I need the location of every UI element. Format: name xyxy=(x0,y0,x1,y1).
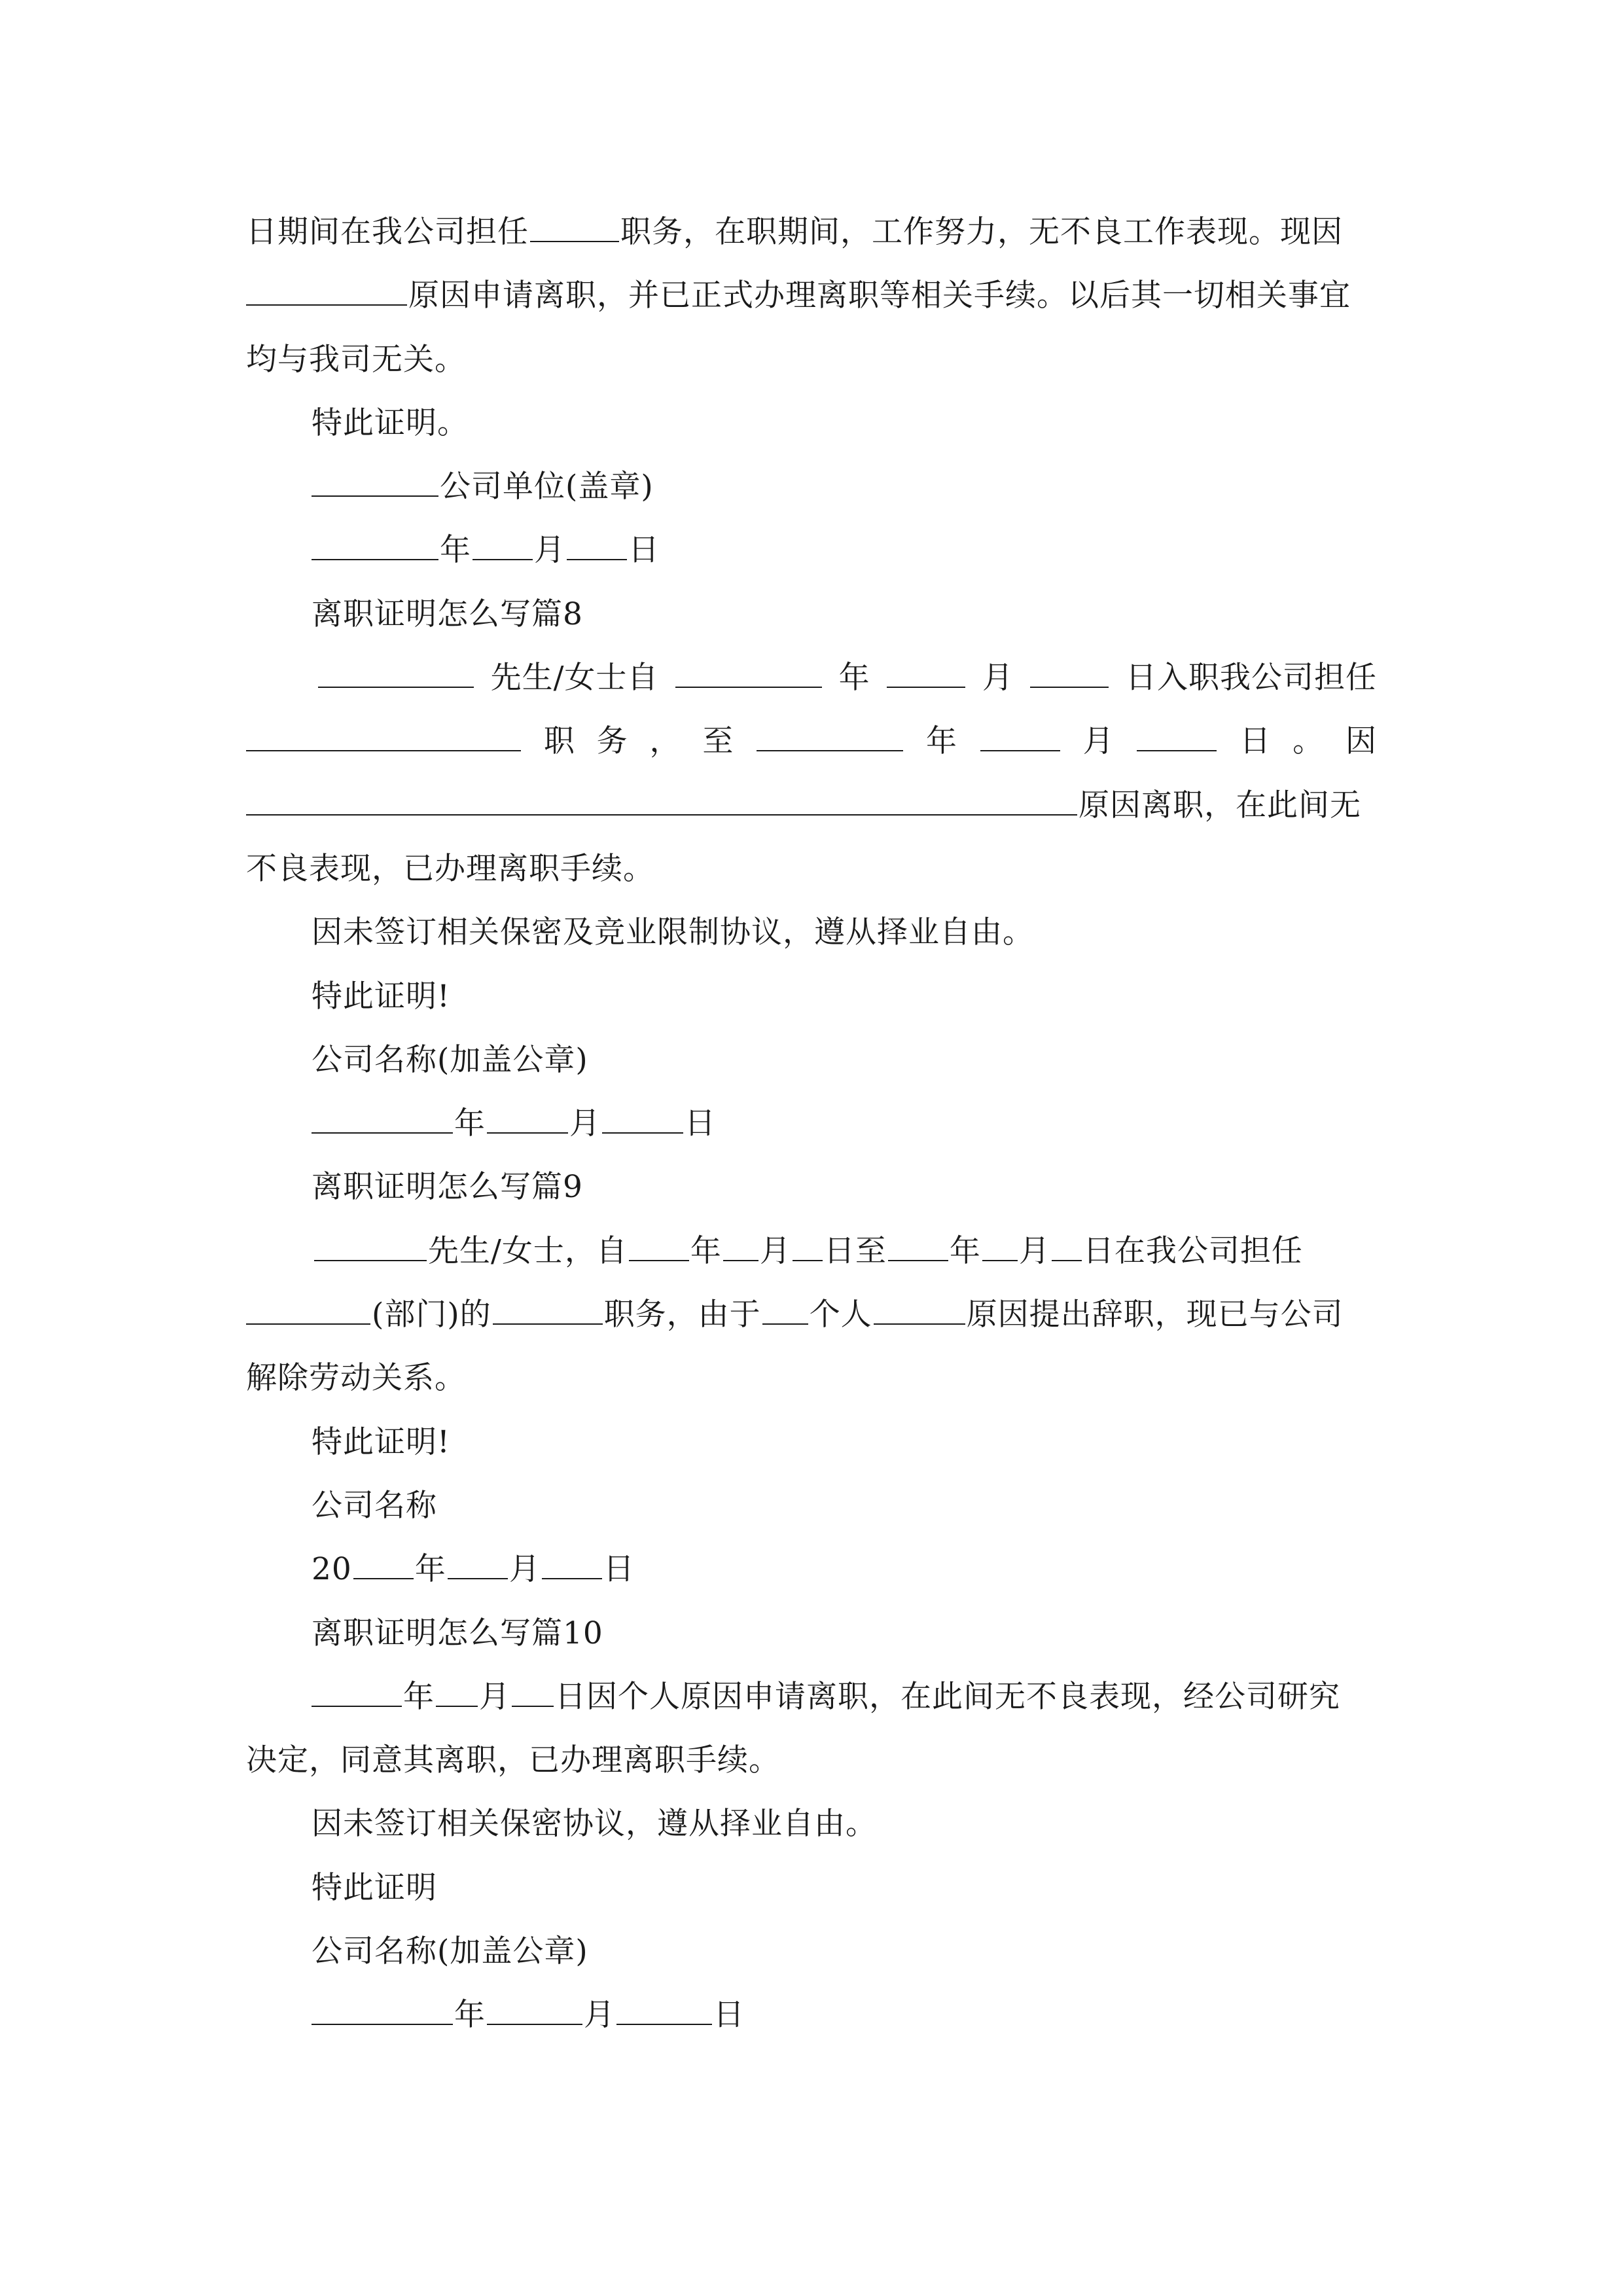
text: 公司名称(加盖公章) xyxy=(312,1041,588,1078)
blank-underline xyxy=(874,1323,965,1325)
blank-underline xyxy=(246,1323,370,1325)
paragraph-line xyxy=(246,1856,1377,1920)
paragraph-line xyxy=(246,328,1377,391)
signature-line xyxy=(246,455,1377,518)
blank-underline xyxy=(980,750,1060,751)
blank-underline xyxy=(602,1132,683,1134)
blank-underline xyxy=(318,687,474,688)
paragraph-line xyxy=(246,264,1377,327)
text: 因 xyxy=(1345,723,1377,760)
date-line xyxy=(246,1537,1377,1601)
blank-underline xyxy=(629,1260,689,1261)
blank-underline xyxy=(493,1323,603,1325)
text: 年 xyxy=(949,1232,981,1269)
text: ， xyxy=(649,723,681,760)
text: 特此证明! xyxy=(312,978,450,1014)
text: 均与我司无关。 xyxy=(246,341,466,378)
text: 月 xyxy=(479,1678,510,1715)
text: 公司名称(加盖公章) xyxy=(312,1933,588,1970)
paragraph-line xyxy=(246,1410,1377,1474)
blank-underline xyxy=(312,559,438,560)
text: 日因个人原因申请离职，在此间无不良表现，经公司研究 xyxy=(555,1678,1340,1715)
text: 年 xyxy=(925,723,957,760)
date-line xyxy=(246,518,1377,582)
blank-underline xyxy=(436,1706,478,1707)
text: 年 xyxy=(414,1551,446,1588)
section-heading xyxy=(246,1602,1377,1665)
text: 年 xyxy=(454,1997,486,2034)
signature-line xyxy=(246,1920,1377,1983)
text: (部门)的 xyxy=(372,1297,491,1333)
text: 公司单位(盖章) xyxy=(440,469,654,505)
text: 职 xyxy=(543,723,575,760)
text: 不良表现，已办理离职手续。 xyxy=(246,850,654,887)
paragraph-line xyxy=(246,1729,1377,1792)
blank-underline xyxy=(757,750,903,751)
text: 日入职我公司担任 xyxy=(1126,660,1377,696)
text: 月 xyxy=(1018,1232,1050,1269)
paragraph-line xyxy=(246,774,1377,837)
text: 日 xyxy=(1240,723,1272,760)
blank-underline xyxy=(675,687,822,688)
text: 月 xyxy=(982,660,1014,696)
text: 原因离职，在此间无 xyxy=(1079,787,1361,823)
blank-underline xyxy=(1030,687,1109,688)
blank-underline xyxy=(312,2024,453,2025)
text: 月 xyxy=(1082,723,1115,760)
text: 日至 xyxy=(823,1232,887,1269)
section-heading xyxy=(246,1155,1377,1219)
blank-underline xyxy=(312,1706,402,1707)
blank-underline xyxy=(1137,750,1217,751)
blank-underline xyxy=(246,304,407,306)
text: 特此证明。 xyxy=(312,404,469,441)
text: 公司名称 xyxy=(312,1487,437,1524)
paragraph-line xyxy=(246,391,1377,455)
blank-underline xyxy=(448,1578,508,1579)
blank-underline xyxy=(530,241,619,242)
text: 20 xyxy=(312,1551,352,1588)
text: 离职证明怎么写篇10 xyxy=(312,1615,603,1651)
section-heading xyxy=(246,583,1377,646)
text: 离职证明怎么写篇8 xyxy=(312,596,583,632)
text: 务 xyxy=(596,723,628,760)
text: 先生/女士自 xyxy=(490,660,659,696)
text: 特此证明 xyxy=(312,1869,437,1906)
blank-underline xyxy=(793,1260,823,1261)
text: 年 xyxy=(454,1105,486,1142)
paragraph-line xyxy=(246,646,1377,709)
blank-underline xyxy=(888,1260,948,1261)
text: 决定，同意其离职，已办理离职手续。 xyxy=(246,1742,780,1779)
text: 个人 xyxy=(809,1297,872,1333)
paragraph-line xyxy=(246,709,1377,773)
paragraph-line xyxy=(246,1283,1377,1346)
blank-underline xyxy=(312,1132,453,1134)
text: 日 xyxy=(685,1105,716,1142)
blank-underline xyxy=(723,1260,758,1261)
blank-underline xyxy=(512,1706,554,1707)
paragraph-line xyxy=(246,901,1377,964)
blank-underline xyxy=(982,1260,1018,1261)
text: 日 xyxy=(603,1551,635,1588)
text: 月 xyxy=(759,1232,791,1269)
blank-underline xyxy=(487,1132,568,1134)
text: 月 xyxy=(508,1551,541,1588)
blank-underline xyxy=(616,2024,712,2025)
paragraph-line xyxy=(246,1792,1377,1856)
paragraph-line xyxy=(246,1346,1377,1410)
text: 日 xyxy=(628,532,660,569)
text: 年 xyxy=(838,660,870,696)
text: 原因提出辞职，现已与公司 xyxy=(966,1297,1344,1333)
text: 因未签订相关保密协议，遵从择业自由。 xyxy=(312,1806,877,1842)
text: 职务，在职期间，工作努力，无不良工作表现。现因 xyxy=(620,214,1343,250)
document-body xyxy=(246,200,1377,2047)
text: 日 xyxy=(713,1997,745,2034)
text: 月 xyxy=(534,532,565,569)
text: 年 xyxy=(403,1678,435,1715)
text: 年 xyxy=(440,532,471,569)
signature-line xyxy=(246,1474,1377,1537)
text: 离职证明怎么写篇9 xyxy=(312,1169,583,1206)
blank-underline xyxy=(314,1260,427,1261)
paragraph-line xyxy=(246,200,1377,264)
text: 解除劳动关系。 xyxy=(246,1360,466,1397)
text: 年 xyxy=(690,1232,722,1269)
text: 特此证明! xyxy=(312,1424,450,1460)
text: 月 xyxy=(584,1997,615,2034)
blank-underline xyxy=(567,559,627,560)
blank-underline xyxy=(246,750,521,751)
text: 职务，由于 xyxy=(603,1297,761,1333)
text: 日在我公司担任 xyxy=(1082,1232,1303,1269)
text: 。 xyxy=(1293,723,1325,760)
blank-underline xyxy=(542,1578,602,1579)
text: 因未签订相关保密及竞业限制协议，遵从择业自由。 xyxy=(312,914,1034,951)
date-line xyxy=(246,1092,1377,1155)
signature-line xyxy=(246,1028,1377,1092)
blank-underline xyxy=(473,559,533,560)
blank-underline xyxy=(353,1578,414,1579)
text: 月 xyxy=(569,1105,601,1142)
text: 先生/女士，自 xyxy=(428,1232,628,1269)
blank-underline xyxy=(487,2024,582,2025)
text: 至 xyxy=(702,723,734,760)
text: 日期间在我公司担任 xyxy=(246,214,529,250)
paragraph-line xyxy=(246,965,1377,1028)
paragraph-line xyxy=(246,1665,1377,1729)
paragraph-line xyxy=(246,837,1377,901)
paragraph-line xyxy=(246,1219,1377,1283)
blank-underline xyxy=(762,1323,808,1325)
blank-underline xyxy=(1052,1260,1082,1261)
date-line xyxy=(246,1983,1377,2047)
blank-underline xyxy=(246,814,1077,816)
blank-underline xyxy=(312,495,438,497)
text: 原因申请离职，并已正式办理离职等相关手续。以后其一切相关事宜 xyxy=(408,278,1351,314)
blank-underline xyxy=(887,687,965,688)
